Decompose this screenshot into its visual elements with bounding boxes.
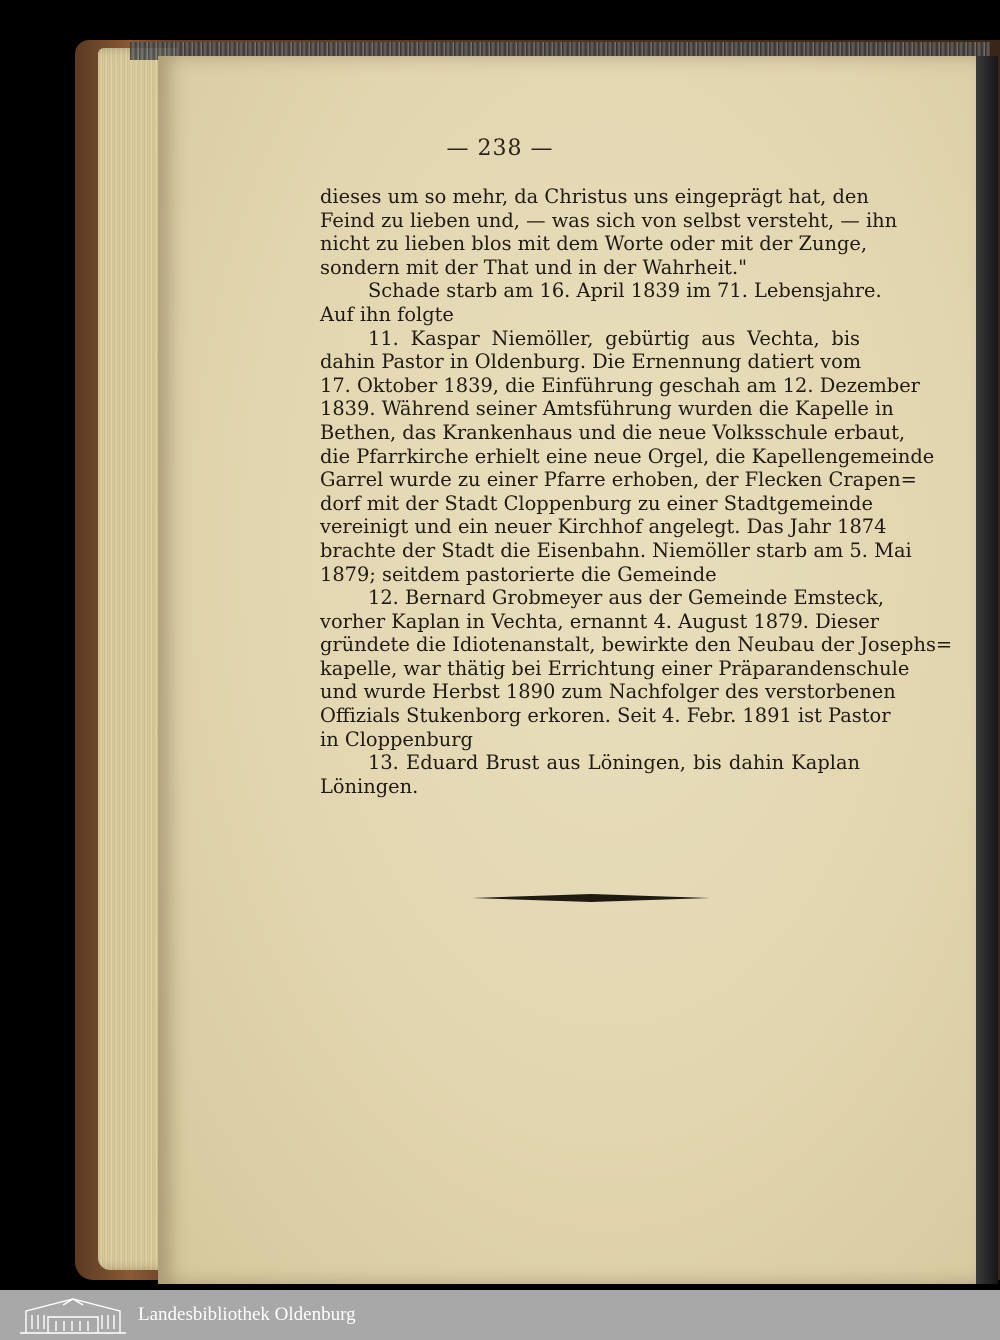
ornamental-rule [472, 893, 710, 903]
text-line: und wurde Herbst 1890 zum Nachfolger des verstorbenen [320, 680, 896, 704]
right-scan-border [976, 56, 998, 1284]
text-line: dieses um so mehr, da Christus uns eingeprägt hat, den [320, 185, 869, 208]
text-line: 12. Bernard Grobmeyer aus der Gemeinde Emsteck, [368, 586, 885, 610]
library-building-icon [18, 1295, 128, 1335]
text-line: in Cloppenburg [320, 727, 473, 751]
text-line: Offizials Stukenborg erkoren. Seit 4. Febr. 1891 ist Pastor [320, 704, 891, 728]
text-line: gründete die Idiotenanstalt, bewirkte den Neubau der Josephs= [320, 633, 953, 657]
text-line: 11. Kaspar Niemöller, gebürtig aus Vechta, bis [368, 326, 860, 350]
text-line: 13. Eduard Brust aus Löningen, bis dahin Kaplan [368, 751, 860, 775]
page-number: — 238 — [446, 136, 554, 161]
text-line: Bethen, das Krankenhaus und die neue Volksschule erbaut, [320, 420, 906, 444]
text-line: dahin Pastor in Oldenburg. Die Ernennung datiert vom [320, 350, 862, 374]
text-line: Feind zu lieben und, — was sich von selbst versteht, — ihn [320, 208, 898, 232]
text-line: kapelle, war thätig bei Errichtung einer Präparandenschule [320, 656, 910, 680]
text-line: vereinigt und ein neuer Kirchhof angelegt. Das Jahr 1874 [320, 515, 887, 539]
text-line: Löningen. [320, 774, 419, 798]
text-line: 1879; seitdem pastorierte die Gemeinde [320, 562, 717, 586]
text-line: sondern mit der That und in der Wahrheit." [320, 255, 748, 279]
body-text [320, 185, 953, 798]
text-line: 17. Oktober 1839, die Einführung geschah am 12. Dezember [320, 373, 920, 397]
text-line: 1839. Während seiner Amtsführung wurden die Kapelle in [320, 397, 894, 421]
text-line: die Pfarrkirche erhielt eine neue Orgel, die Kapellengemeinde [320, 444, 935, 468]
footer-bar [0, 1290, 1000, 1340]
library-name: Landesbibliothek Oldenburg [138, 1304, 356, 1325]
text-line: Garrel wurde zu einer Pfarre erhoben, der Flecken Crapen= [320, 468, 917, 492]
text-line: Auf ihn folgte [320, 302, 454, 326]
text-line: vorher Kaplan in Vechta, ernannt 4. August 1879. Dieser [320, 609, 880, 633]
text-line: brachte der Stadt die Eisenbahn. Niemöller starb am 5. Mai [320, 538, 912, 562]
text-line: nicht zu lieben blos mit dem Worte oder mit der Zunge, [320, 232, 868, 256]
text-line: dorf mit der Stadt Cloppenburg zu einer Stadtgemeinde [320, 491, 873, 515]
text-line: Schade starb am 16. April 1839 im 71. Lebensjahre. [368, 279, 882, 303]
